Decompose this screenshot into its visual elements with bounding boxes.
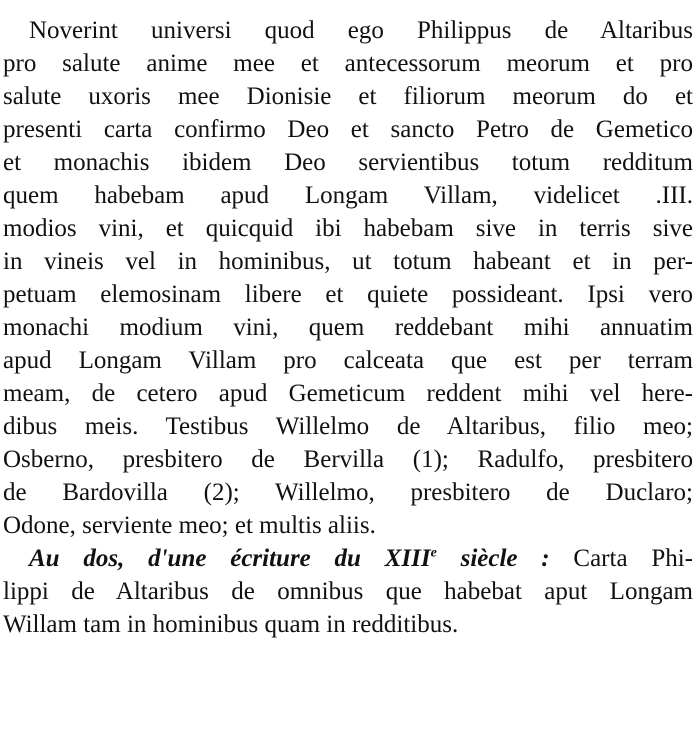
text-line: Willam tam in hominibus quam in redditibus. (3, 611, 459, 638)
text-line: apud Longam Villam pro calceata que est per terram (3, 347, 693, 374)
endorsement-first-line (3, 542, 693, 575)
charter-paragraph (3, 14, 693, 542)
endorsement-label-text: Au dos, d'une écriture du XIII (29, 545, 431, 572)
text-line: Noverint universi quod ego Philippus de Altaribus (29, 17, 693, 44)
text-line: meam, de cetero apud Gemeticum reddent mihi vel here- (3, 380, 693, 407)
text-line: pro salute anime mee et antecessorum meorum et pro (3, 50, 693, 77)
text-line: modios vini, et quicquid ibi habebam sive in terris sive (3, 215, 693, 242)
text-line: de Bardovilla (2); Willelmo, presbitero de Duclaro; (3, 479, 693, 506)
text-line: salute uxoris mee Dionisie et filiorum meorum do et (3, 83, 693, 110)
endorsement-label-suffix: siècle : (436, 545, 550, 572)
text-line: dibus meis. Testibus Willelmo de Altaribus, filio meo; (3, 413, 693, 440)
text-line: in vineis vel in hominibus, ut totum habeant et in per- (3, 248, 693, 275)
text-line: Osberno, presbitero de Bervilla (1); Radulfo, presbitero (3, 446, 693, 473)
text-line: petuam elemosinam libere et quiete possideant. Ipsi vero (3, 281, 693, 308)
endorsement-text: Carta Phi- (549, 545, 693, 572)
endorsement-label (29, 545, 550, 572)
endorsement-paragraph (3, 542, 693, 641)
text-line: lippi de Altaribus de omnibus que habebat aput Longam (3, 578, 693, 605)
text-line: Odone, serviente meo; et multis aliis. (3, 512, 376, 539)
text-line: presenti carta confirmo Deo et sancto Petro de Gemetico (3, 116, 693, 143)
text-line: monachi modium vini, quem reddebant mihi annuatim (3, 314, 693, 341)
endorsement-label-superscript: e (430, 545, 437, 561)
document-page (3, 14, 693, 641)
text-line: quem habebam apud Longam Villam, videlicet .III. (3, 182, 693, 209)
text-line: et monachis ibidem Deo servientibus totum redditum (3, 149, 693, 176)
